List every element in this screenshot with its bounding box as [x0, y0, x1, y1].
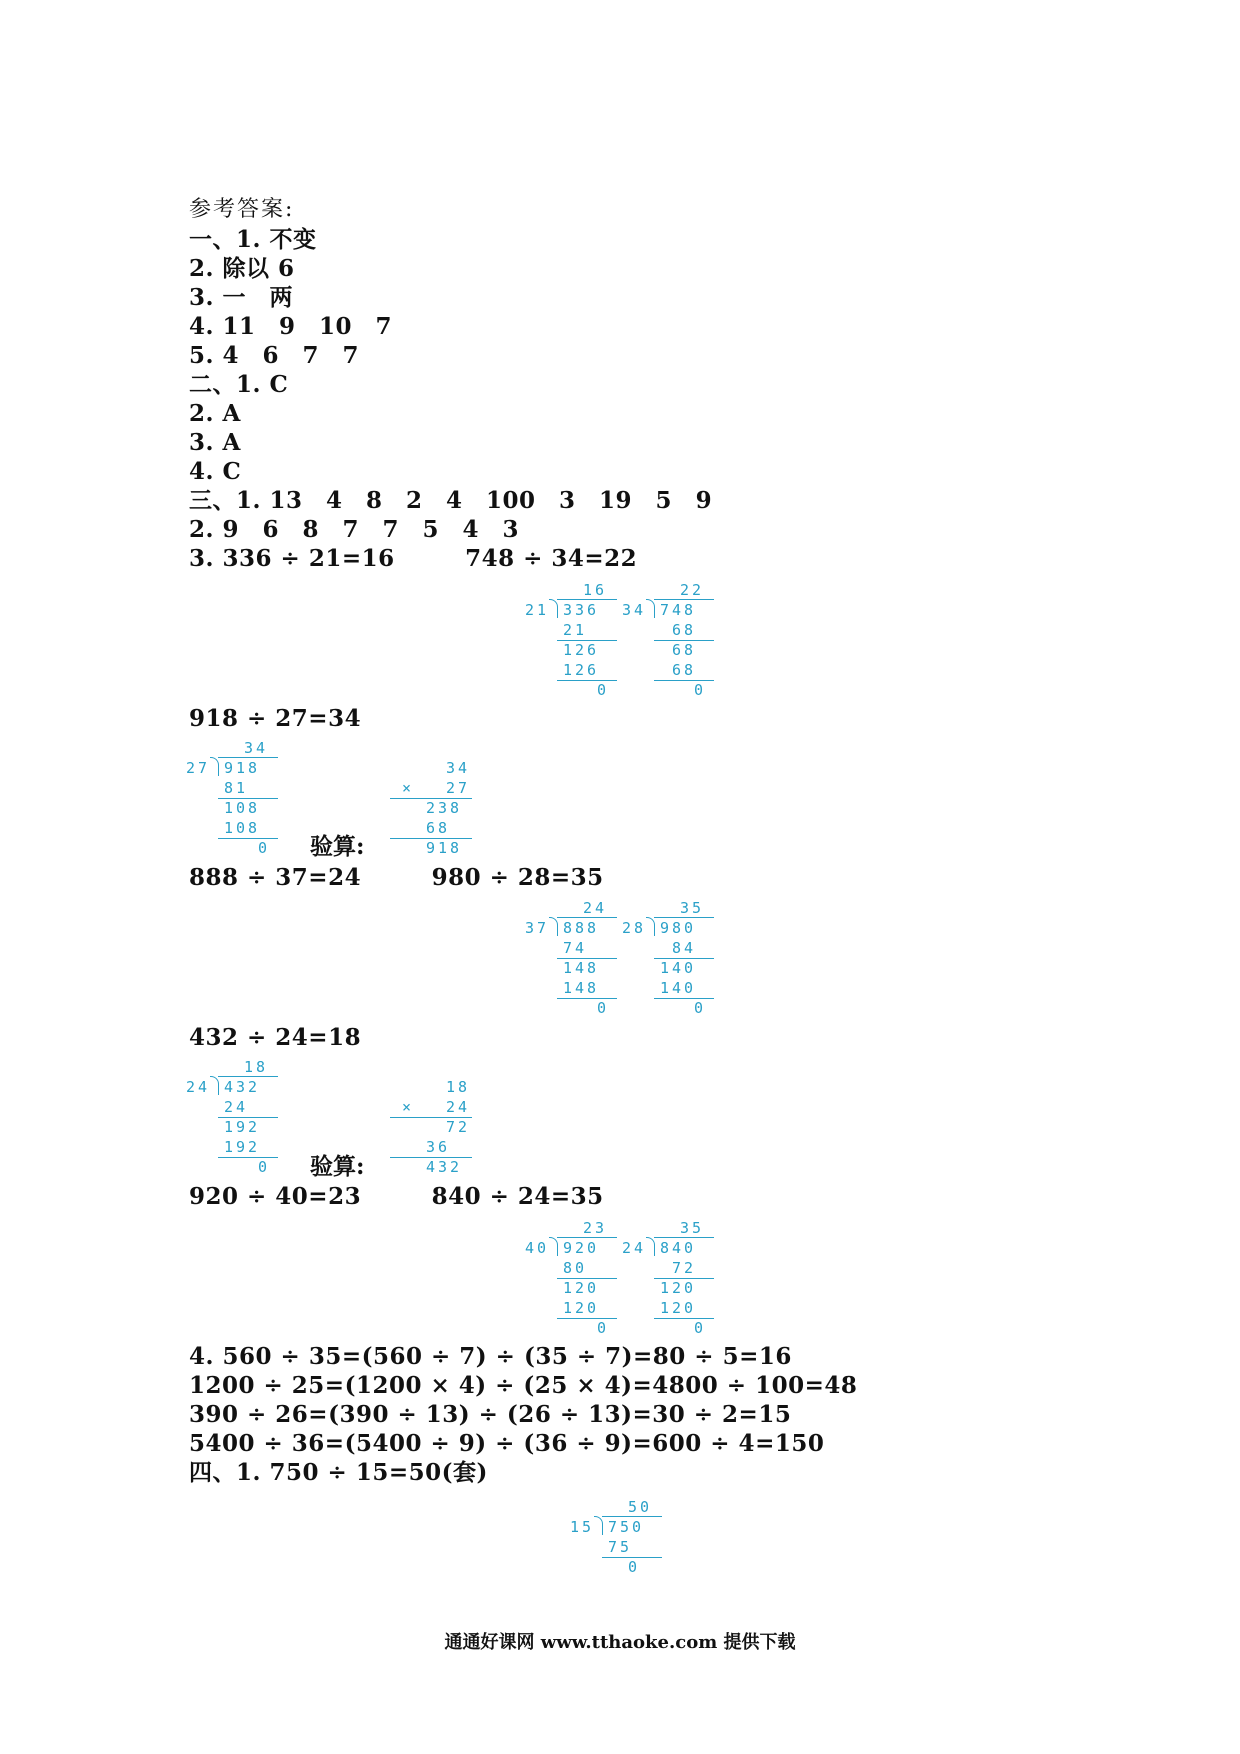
division-step: 120 [563, 1279, 600, 1297]
division-remainder: 0 [694, 681, 707, 699]
division-bracket [646, 917, 655, 936]
division-bracket [646, 599, 655, 618]
long-division [525, 580, 625, 700]
division-step: 81 [224, 779, 249, 797]
answer-line: 5400 ÷ 36=(5400 ÷ 9) ÷ (36 ÷ 9)=600 ÷ 4=150 [189, 1430, 825, 1457]
division-step: 126 [563, 641, 600, 659]
divisor: 40 [525, 1239, 550, 1257]
division-step: 126 [563, 661, 600, 679]
division-bracket [549, 1237, 558, 1256]
partial-product: 36 [426, 1138, 451, 1156]
division-step: 84 [672, 939, 697, 957]
division-bracket [646, 1237, 655, 1256]
division-remainder: 0 [258, 839, 271, 857]
multiplication-check [390, 1077, 490, 1177]
answer-line: 3. 一 两 [189, 284, 294, 311]
division-step: 68 [672, 661, 697, 679]
answer-line: 1200 ÷ 25=(1200 × 4) ÷ (25 × 4)=4800 ÷ 100=48 [189, 1372, 858, 1399]
division-step: 21 [563, 621, 588, 639]
long-division [186, 1057, 286, 1177]
division-bracket [549, 599, 558, 618]
dividend: 336 [563, 601, 600, 619]
divisor: 27 [186, 759, 211, 777]
answer-line: 2. A [189, 400, 241, 427]
division-step: 68 [672, 621, 697, 639]
quotient: 34 [244, 739, 269, 757]
division-step: 80 [563, 1259, 588, 1277]
division-step: 192 [224, 1138, 261, 1156]
quotient: 24 [583, 899, 608, 917]
long-division [622, 580, 722, 700]
division-step: 148 [563, 959, 600, 977]
times-sign: × [402, 779, 415, 797]
dividend: 888 [563, 919, 600, 937]
dividend: 918 [224, 759, 261, 777]
dividend: 840 [660, 1239, 697, 1257]
answer-line: 4. C [189, 458, 242, 485]
check-label: 验算: [310, 1153, 365, 1180]
multiplier: 27 [446, 779, 471, 797]
division-remainder: 0 [628, 1558, 641, 1576]
dividend: 748 [660, 601, 697, 619]
division-bracket [210, 757, 219, 776]
division-step: 108 [224, 799, 261, 817]
answer-line: 3. 336 ÷ 21=16 748 ÷ 34=22 [189, 545, 638, 572]
divisor: 34 [622, 601, 647, 619]
multiplier: 24 [446, 1098, 471, 1116]
division-step: 148 [563, 979, 600, 997]
answer-line: 三、1. 13 4 8 2 4 100 3 19 5 9 [189, 487, 713, 514]
multiplication-check [390, 758, 490, 858]
multiplicand: 34 [446, 759, 471, 777]
divisor: 15 [570, 1518, 595, 1536]
divisor: 24 [186, 1078, 211, 1096]
division-remainder: 0 [694, 1319, 707, 1337]
times-sign: × [402, 1098, 415, 1116]
partial-product: 68 [426, 819, 451, 837]
division-step: 72 [672, 1259, 697, 1277]
answer-heading: 参考答案: [189, 197, 295, 222]
long-division [525, 1218, 625, 1338]
answer-line: 4. 560 ÷ 35=(560 ÷ 7) ÷ (35 ÷ 7)=80 ÷ 5=16 [189, 1343, 792, 1370]
division-remainder: 0 [258, 1158, 271, 1176]
answer-line: 390 ÷ 26=(390 ÷ 13) ÷ (26 ÷ 13)=30 ÷ 2=15 [189, 1401, 792, 1428]
division-step: 120 [563, 1299, 600, 1317]
division-bracket [594, 1516, 603, 1535]
division-step: 24 [224, 1098, 249, 1116]
division-step: 68 [672, 641, 697, 659]
division-remainder: 0 [597, 1319, 610, 1337]
product: 432 [426, 1158, 463, 1176]
dividend: 920 [563, 1239, 600, 1257]
quotient: 18 [244, 1058, 269, 1076]
dividend: 980 [660, 919, 697, 937]
answer-line: 四、1. 750 ÷ 15=50(套) [189, 1459, 488, 1486]
check-label: 验算: [310, 833, 365, 860]
division-step: 192 [224, 1118, 261, 1136]
answer-line: 918 ÷ 27=34 [189, 705, 362, 732]
long-division [186, 738, 286, 858]
answer-line: 432 ÷ 24=18 [189, 1024, 362, 1051]
divisor: 37 [525, 919, 550, 937]
multiplicand: 18 [446, 1078, 471, 1096]
dividend: 432 [224, 1078, 261, 1096]
quotient: 35 [680, 899, 705, 917]
division-step: 75 [608, 1538, 633, 1556]
division-bracket [549, 917, 558, 936]
product: 918 [426, 839, 463, 857]
division-bracket [210, 1076, 219, 1095]
answer-line: 2. 9 6 8 7 7 5 4 3 [189, 516, 520, 543]
division-step: 120 [660, 1279, 697, 1297]
division-step: 108 [224, 819, 261, 837]
division-remainder: 0 [597, 999, 610, 1017]
long-division [622, 898, 722, 1018]
division-step: 120 [660, 1299, 697, 1317]
divisor: 21 [525, 601, 550, 619]
divisor: 24 [622, 1239, 647, 1257]
division-step: 140 [660, 959, 697, 977]
answer-line: 3. A [189, 429, 241, 456]
division-step: 74 [563, 939, 588, 957]
quotient: 35 [680, 1219, 705, 1237]
quotient: 23 [583, 1219, 608, 1237]
answer-line: 2. 除以 6 [189, 255, 295, 282]
partial-product: 238 [426, 799, 463, 817]
dividend: 750 [608, 1518, 645, 1536]
answer-line: 920 ÷ 40=23 840 ÷ 24=35 [189, 1183, 604, 1210]
long-division [570, 1497, 670, 1577]
footer-source: 通通好课网 www.tthaoke.com 提供下载 [444, 1632, 796, 1653]
answer-line: 888 ÷ 37=24 980 ÷ 28=35 [189, 864, 604, 891]
partial-product: 72 [446, 1118, 471, 1136]
answer-line: 二、1. C [189, 371, 289, 398]
division-remainder: 0 [694, 999, 707, 1017]
answer-line: 5. 4 6 7 7 [189, 342, 360, 369]
long-division [622, 1218, 722, 1338]
quotient: 22 [680, 581, 705, 599]
answer-line: 4. 11 9 10 7 [189, 313, 393, 340]
divisor: 28 [622, 919, 647, 937]
answer-line: 一、1. 不变 [189, 226, 317, 253]
division-step: 140 [660, 979, 697, 997]
quotient: 50 [628, 1498, 653, 1516]
division-remainder: 0 [597, 681, 610, 699]
long-division [525, 898, 625, 1018]
quotient: 16 [583, 581, 608, 599]
